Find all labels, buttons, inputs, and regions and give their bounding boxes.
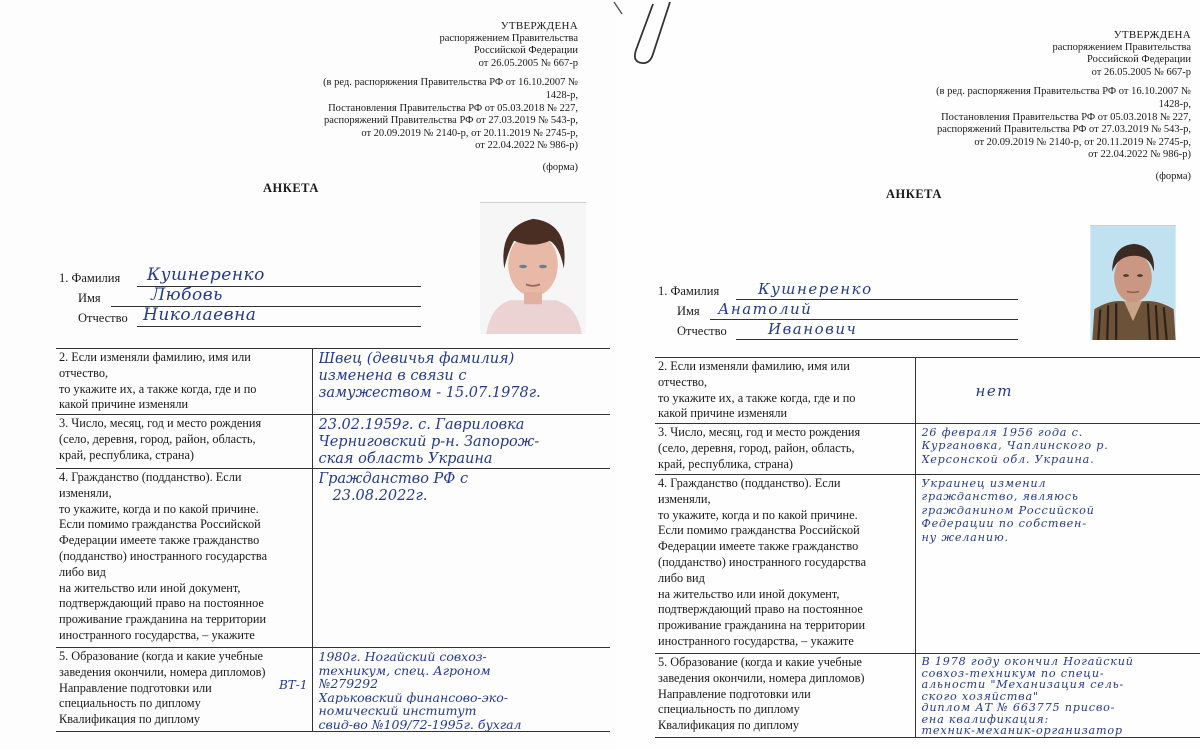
questionnaire-title: АНКЕТА [263, 181, 319, 195]
handwritten-answer: Швец (девичья фамилия) [318, 351, 515, 367]
revision-line: (в ред. распоряжения Правительства РФ от 16.10.2007 № [323, 77, 578, 89]
handwritten-answer: 23.02.1959г. с. Гавриловка [318, 417, 525, 433]
handwritten-answer: №279292 [318, 677, 379, 691]
question-text: то укажите их, а также когда, где и по [658, 390, 856, 405]
surname-value: Кушнеренко [758, 280, 873, 298]
question-cell [655, 475, 915, 654]
table-row [655, 654, 1200, 738]
paperclip-icon [600, 0, 700, 80]
question-text: заведения окончили, номера дипломов) [59, 664, 266, 679]
woman-portrait-icon [480, 203, 586, 334]
patronymic-label: Отчество [677, 324, 727, 338]
handwritten-answer: ена квалификация: [921, 713, 1050, 725]
question-text: либо вид [59, 564, 106, 579]
question-text: 3. Число, месяц, год и место рождения [59, 416, 262, 430]
answer-cell [915, 424, 1200, 475]
question-text: отчество, [658, 374, 708, 389]
man-portrait-icon [1090, 226, 1176, 340]
handwritten-answer: Черниговский р-н. Запорож- [318, 434, 540, 450]
question-text: проживание гражданина на территории [59, 612, 267, 627]
question-text: подтверждающий право на постоянное [59, 596, 264, 611]
approval-line: от 26.05.2005 № 667-р [1091, 66, 1191, 78]
patronymic-value: Иванович [768, 320, 858, 338]
question-text: иностранного государства, – укажите [59, 627, 255, 642]
handwritten-answer: 23.08.2022г. [332, 488, 428, 504]
name-section [658, 281, 1018, 341]
question-text: проживание гражданина на территории [658, 618, 866, 633]
approval-title: УТВЕРЖДЕНА [500, 20, 578, 32]
handwritten-answer: техник-механик-организатор [921, 725, 1123, 737]
handwritten-answer: гражданство, являюсь [921, 490, 1079, 504]
revision-line: 1428-р, [1158, 98, 1191, 110]
question-text: иностранного государства, – укажите [658, 633, 854, 648]
handwritten-answer: техникум, спец. Агроном [318, 663, 491, 677]
patronymic-line [137, 326, 421, 327]
handwritten-answer: замужеством - 15.07.1978г. [318, 385, 541, 401]
question-text: изменяли, [59, 485, 112, 500]
handwritten-answer: гражданином Российской [921, 503, 1095, 517]
question-cell [56, 469, 312, 648]
item-number: 1. [59, 271, 69, 285]
question-text: специальность по диплому [59, 696, 201, 711]
name-label: Имя [677, 304, 700, 318]
question-text: Направление подготовки или [658, 686, 811, 701]
approval-line: распоряжением Правительства [1052, 41, 1191, 53]
answer-cell [915, 654, 1200, 738]
surname-value: Кушнеренко [147, 265, 265, 285]
form-label: (форма) [1155, 170, 1191, 182]
question-text: 5. Образование (когда и какие учебные [658, 655, 862, 669]
question-text: Если помимо гражданства Российской [59, 517, 261, 532]
question-text: какой причине изменяли [658, 406, 788, 421]
question-text: Квалификация по диплому [658, 718, 800, 733]
handwritten-answer: нет [975, 383, 1013, 400]
approval-line: распоряжением Правительства [439, 32, 578, 44]
surname-row [658, 281, 1018, 301]
question-text: то укажите, когда и по какой причине. [59, 501, 259, 516]
revision-line: от 20.09.2019 № 2140-р, от 20.11.2019 № 2745-р, [974, 136, 1191, 148]
question-text: Федерации имеете также гражданство [59, 533, 260, 548]
name-label: Имя [78, 291, 101, 305]
handwritten-answer: диплом АТ № 663775 присво- [921, 702, 1116, 714]
question-text: отчество, [59, 365, 109, 380]
name-row [658, 301, 1018, 321]
handwritten-answer: совхоз-техникум по специ- [921, 667, 1105, 679]
approval-title: УТВЕРЖДЕНА [1113, 29, 1191, 41]
surname-row [59, 265, 421, 288]
name-section [59, 265, 421, 328]
patronymic-value: Николаевна [143, 305, 257, 325]
question-text: (подданство) иностранного государства [658, 554, 867, 569]
handwritten-answer: Кургановка, Чаплинского р. [921, 439, 1109, 453]
question-text: либо вид [658, 570, 705, 585]
handwritten-answer: ская область Украина [318, 451, 493, 467]
revision-line: распоряжений Правительства РФ от 27.03.2019 № 543-р, [323, 115, 578, 127]
form-label: (форма) [542, 161, 578, 173]
question-text: (подданство) иностранного государства [59, 548, 268, 563]
question-text: то укажите, когда и по какой причине. [658, 507, 858, 522]
questionnaire-table [56, 348, 610, 732]
handwritten-answer: ну желанию. [921, 530, 1009, 544]
question-cell [56, 349, 312, 415]
questionnaire-title: АНКЕТА [886, 187, 942, 201]
handwritten-answer: 26 февраля 1956 года с. [921, 426, 1084, 439]
item-number: 1. [658, 284, 668, 298]
revision-line: от 22.04.2022 № 986-р) [475, 140, 578, 152]
answer-cell [915, 358, 1200, 424]
revision-line: 1428-р, [545, 89, 578, 101]
handwritten-answer: Украинец изменил [921, 477, 1047, 490]
question-text: на жительство или иной документ, [59, 580, 241, 595]
revision-line: распоряжений Правительства РФ от 27.03.2019 № 543-р, [936, 124, 1191, 136]
question-text: изменяли, [658, 491, 711, 506]
question-text: 4. Гражданство (подданство). Если [658, 476, 841, 490]
question-cell [56, 415, 312, 469]
question-text: Если помимо гражданства Российской [658, 523, 860, 538]
question-text: то укажите их, а также когда, где и по [59, 381, 257, 396]
handwritten-answer: номический институт [318, 704, 477, 718]
question-text: на жительство или иной документ, [658, 586, 840, 601]
right-questionnaire-page [615, 0, 1200, 750]
table-row [56, 415, 610, 469]
answer-cell [312, 469, 610, 648]
answer-cell [312, 415, 610, 469]
handwritten-answer: ского хозяйства" [921, 690, 1039, 702]
revision-line: (в ред. распоряжения Правительства РФ от 16.10.2007 № [936, 86, 1191, 98]
handwritten-answer: свид-во №109/72-1995г. бухгал [318, 717, 522, 731]
name-value: Любовь [151, 285, 223, 305]
handwritten-answer: альности "Механизация сель- [921, 679, 1125, 691]
revision-line: Постановления Правительства РФ от 05.03.2018 № 227, [941, 111, 1191, 123]
handwritten-answer: изменена в связи с [318, 368, 467, 384]
question-text: край, республика, страна) [59, 447, 195, 462]
table-row [655, 358, 1200, 424]
approval-block [936, 29, 1191, 184]
patronymic-label: Отчество [78, 311, 128, 325]
approval-line: Российской Федерации [1087, 54, 1191, 66]
answer-cell [915, 475, 1200, 654]
table-row [56, 349, 610, 415]
handwritten-answer: Федерации по собствен- [921, 517, 1087, 531]
question-text: (село, деревня, город, район, область, [658, 440, 855, 455]
question-text: (село, деревня, город, район, область, [59, 431, 256, 446]
handwritten-answer: В 1978 году окончил Ногайский [921, 656, 1134, 668]
question-text: 4. Гражданство (подданство). Если [59, 470, 242, 484]
patronymic-line [736, 339, 1018, 340]
approval-line: Российской Федерации [474, 45, 578, 57]
question-cell [56, 648, 312, 732]
answer-cell [312, 349, 610, 415]
table-row [655, 475, 1200, 654]
applicant-photo [1090, 225, 1176, 340]
question-text: заведения окончили, номера дипломов) [658, 670, 865, 685]
question-text: Направление подготовки или [59, 680, 212, 695]
applicant-photo [480, 202, 586, 334]
handwritten-answer: 1980г. Ногайский совхоз- [318, 650, 487, 664]
questionnaire-table [655, 357, 1200, 738]
patronymic-row [59, 305, 421, 328]
revision-line: Постановления Правительства РФ от 05.03.2018 № 227, [328, 102, 578, 114]
revision-line: от 20.09.2019 № 2140-р, от 20.11.2019 № 2745-р, [361, 127, 578, 139]
question-text: специальность по диплому [658, 702, 800, 717]
approval-block [323, 20, 578, 175]
patronymic-row [658, 321, 1018, 341]
question-text: подтверждающий право на постоянное [658, 602, 863, 617]
margin-note: ВТ-1 [278, 678, 308, 692]
surname-label: Фамилия [71, 271, 121, 285]
name-value: Анатолий [718, 300, 813, 318]
question-text: 2. Если изменяли фамилию, имя или [59, 350, 251, 364]
name-line [710, 319, 1018, 320]
table-row [56, 469, 610, 648]
question-cell [655, 424, 915, 475]
handwritten-answer: Гражданство РФ с [318, 471, 469, 487]
question-text: 2. Если изменяли фамилию, имя или [658, 359, 850, 373]
question-cell [655, 654, 915, 738]
question-cell [655, 358, 915, 424]
table-row [655, 424, 1200, 475]
surname-label: Фамилия [670, 284, 720, 298]
question-text: какой причине изменяли [59, 397, 189, 412]
approval-line: от 26.05.2005 № 667-р [478, 57, 578, 69]
handwritten-answer: Харьковский финансово-эко- [318, 690, 508, 704]
question-text: Квалификация по диплому [59, 712, 201, 727]
answer-cell [312, 648, 610, 732]
revision-line: от 22.04.2022 № 986-р) [1088, 149, 1191, 161]
question-text: 5. Образование (когда и какие учебные [59, 649, 263, 663]
question-text: край, республика, страна) [658, 456, 794, 471]
handwritten-answer: Херсонской обл. Украина. [921, 452, 1095, 466]
question-text: 3. Число, месяц, год и место рождения [658, 425, 861, 439]
table-row [56, 648, 610, 732]
question-text: Федерации имеете также гражданство [658, 539, 859, 554]
